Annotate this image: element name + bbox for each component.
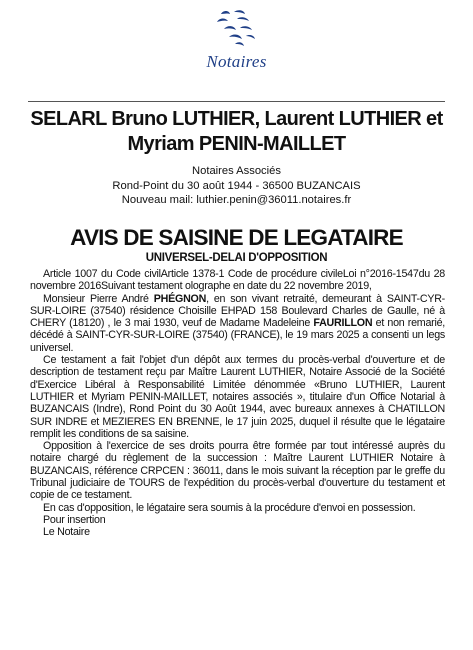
paragraph-procedure: En cas d'opposition, le légataire sera soumis à la procédure d'envoi en possession. (43, 501, 416, 514)
firm-subtitle: Notaires Associés (192, 165, 281, 177)
deceased-name: PHÉGNON (153, 292, 207, 305)
closing-insertion: Pour insertion (43, 513, 106, 526)
paragraph-deposit: Ce testament a fait l'objet d'un dépôt aux termes du procès-verbal d'ouverture et de description de testament reçu par Maître Laurent LUTHIER, Notaire Associé de la Société d'Exercice Libéral à Responsabilité Limitée dénommée «Bruno LUTHIER, Laurent LUTHIER et Myriam PENIN-MAILLET, notaires associés », titulaire d'un Office Notarial à BUZANCAIS (Indre), Rond Point du 30 Août 1944, avec bureaux annexes à CHATILLON SUR INDRE et MEZIERES EN BRENNE, le 17 juin 2025, duquel il résulte que le légataire remplit les conditions de sa saisine. (30, 354, 445, 440)
closing-signature: Le Notaire (43, 526, 90, 539)
logo-text: Notaires (206, 52, 267, 71)
deceased-details: , en son vivant retraité, demeurant à SAINT-CYR-SUR-LOIRE (37540) résidence Choisille EHPAD 158 Boulevard Charles de Gaulle, né à CHERY (18120) , le 3 mai 1930, veuf de Madame Madeleine (30, 292, 445, 330)
notice-subtitle: UNIVERSEL-DELAI D'OPPOSITION (145, 252, 328, 264)
notaires-logo (0, 8, 473, 72)
notaires-emblem-icon (207, 8, 267, 50)
notice-title: AVIS DE SAISINE DE LEGATAIRE (70, 225, 403, 250)
deceased-intro: Monsieur Pierre André (43, 292, 154, 305)
firm-name: SELARL Bruno LUTHIER, Laurent LUTHIER et Myriam PENIN-MAILLET (30, 108, 443, 155)
firm-email: Nouveau mail: luthier.penin@36011.notaires.fr (121, 194, 352, 206)
notice-body (30, 268, 445, 539)
paragraph-legal-basis: Article 1007 du Code civilArticle 1378-1 Code de procédure civileLoi n°2016-1547du 28 novembre 2016Suivant testament olographe en date du 22 novembre 2019, (30, 268, 445, 293)
header-divider (28, 101, 445, 102)
deceased-death: et non remarié, décédé à SAINT-CYR-SUR-LOIRE (37540) (FRANCE), le 19 mars 2025 a consenti un legs universel. (30, 317, 445, 354)
paragraph-deceased (30, 293, 445, 354)
spouse-name: FAURILLON (313, 317, 373, 330)
firm-contact (16, 164, 457, 208)
firm-address: Rond-Point du 30 août 1944 - 36500 BUZANCAIS (112, 179, 361, 192)
paragraph-opposition: Opposition à l'exercice de ses droits pourra être formée par tout intéressé auprès du notaire chargé du règlement de la succession : Maître Laurent LUTHIER Notaire à BUZANCAIS, référence CRPCEN : 36011, dans le mois suivant la réception par le greffe du Tribunal judiciaire de TOURS de l'expédition du procès-verbal d'ouverture du testament et copie de ce testament. (30, 440, 445, 502)
